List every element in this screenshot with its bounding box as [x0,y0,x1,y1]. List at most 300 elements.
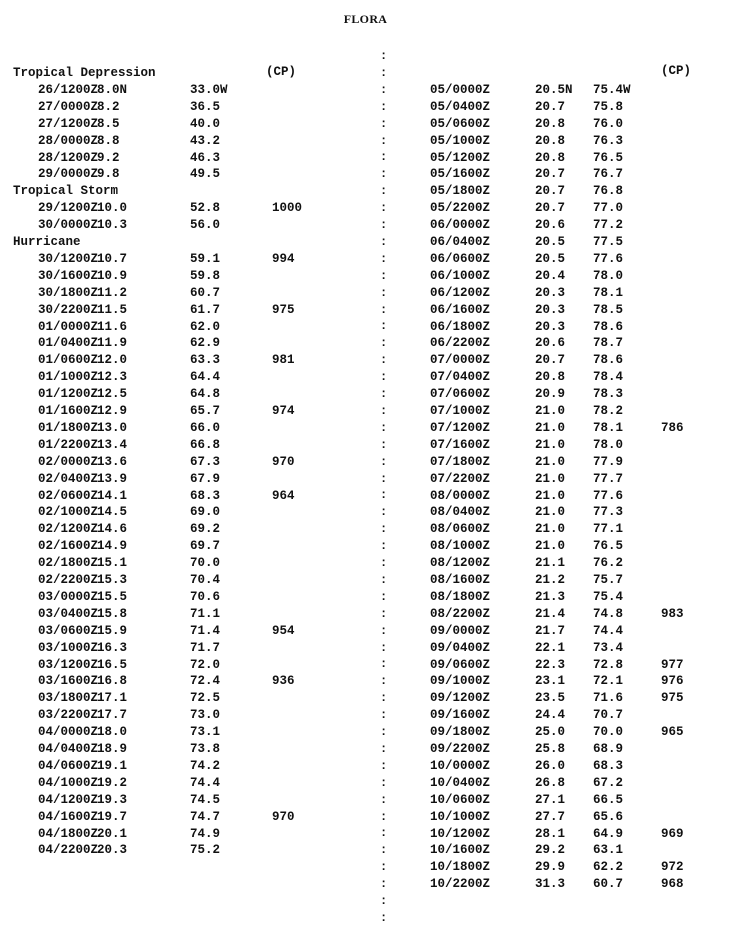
longitude-cell: 71.1 [190,606,221,621]
pressure-cell: 975 [272,302,295,317]
longitude-cell: 66.0 [190,420,221,435]
longitude-cell: 72.5 [190,691,221,706]
track-row [0,82,731,99]
pressure-cell: 972 [661,860,684,875]
separator-colon: : [380,674,388,689]
time-cell: 02/0600Z [38,488,99,503]
time-cell: 09/1000Z [430,674,491,689]
longitude-cell: 43.2 [190,133,221,148]
latitude-cell: 20.7 [535,353,566,368]
track-row [0,606,731,623]
latitude-cell: 22.1 [535,640,566,655]
latitude-cell: 20.5N [535,82,573,97]
track-row [0,572,731,589]
latitude-cell: 23.1 [535,674,566,689]
latitude-cell: 8.2 [97,99,120,114]
longitude-cell: 62.9 [190,336,221,351]
track-row [0,234,731,251]
track-row [0,640,731,657]
latitude-cell: 10.7 [97,251,128,266]
latitude-cell: 19.3 [97,792,128,807]
longitude-cell: 77.7 [593,471,624,486]
longitude-cell: 74.9 [190,826,221,841]
separator-colon: : [380,623,388,638]
time-cell: 06/0000Z [430,218,491,233]
separator-colon: : [380,809,388,824]
longitude-cell: 70.0 [190,556,221,571]
separator-colon: : [380,792,388,807]
track-row [0,420,731,437]
latitude-cell: 16.3 [97,640,128,655]
latitude-cell: 14.6 [97,522,128,537]
pressure-cell: 965 [661,725,684,740]
longitude-cell: 78.5 [593,302,624,317]
longitude-cell: 33.0W [190,82,228,97]
time-cell: 30/1600Z [38,268,99,283]
time-cell: 10/0000Z [430,758,491,773]
time-cell: 05/1200Z [430,150,491,165]
separator-colon: : [380,725,388,739]
time-cell: 03/0600Z [38,623,99,638]
latitude-cell: 20.7 [535,201,566,216]
longitude-cell: 76.8 [593,184,624,199]
longitude-cell: 56.0 [190,218,221,233]
longitude-cell: 77.0 [593,201,624,216]
latitude-cell: 12.0 [97,353,128,368]
time-cell: 07/1800Z [430,454,491,469]
longitude-cell: 76.5 [593,150,624,165]
time-cell: 07/0000Z [430,353,491,368]
separator-colon: : [380,251,388,266]
time-cell: 05/1600Z [430,167,491,182]
track-row [0,555,731,572]
longitude-cell: 74.7 [190,809,221,824]
time-cell: 30/2200Z [38,302,99,317]
latitude-cell: 15.1 [97,556,128,571]
separator-colon: : [380,758,388,773]
pressure-cell: 994 [272,251,295,266]
longitude-cell: 77.6 [593,488,624,503]
longitude-cell: 66.8 [190,437,221,452]
time-cell: 06/0400Z [430,235,491,249]
latitude-cell: 16.8 [97,674,128,689]
track-row [0,724,731,741]
separator-colon: : [380,556,388,570]
longitude-cell: 40.0 [190,116,221,131]
time-cell: 01/0600Z [38,353,99,368]
time-cell: 01/2200Z [38,437,99,452]
section-heading: Hurricane [13,235,81,249]
longitude-cell: 75.4W [593,82,631,97]
latitude-cell: 12.5 [97,387,128,402]
time-cell: 09/0400Z [430,640,491,655]
latitude-cell: 21.0 [535,505,566,520]
longitude-cell: 78.3 [593,387,624,402]
pressure-cell: 936 [272,674,295,689]
track-row [0,657,731,674]
latitude-cell: 21.1 [535,556,566,571]
time-cell: 29/0000Z [38,167,99,182]
longitude-cell: 68.9 [593,742,624,756]
longitude-cell: 66.5 [593,792,624,807]
pressure-cell: 968 [661,877,684,892]
longitude-cell: 73.4 [593,640,624,655]
track-row [0,826,731,843]
track-row [0,538,731,555]
separator-colon: : [380,877,388,892]
latitude-cell: 21.0 [535,437,566,452]
latitude-cell: 10.3 [97,218,128,233]
longitude-cell: 77.9 [593,454,624,469]
longitude-cell: 70.7 [593,708,624,723]
time-cell: 08/1800Z [430,589,491,604]
longitude-cell: 72.4 [190,674,221,689]
separator-colon: : [380,65,388,80]
longitude-cell: 62.0 [190,319,221,334]
separator-colon: : [380,691,388,706]
latitude-cell: 20.7 [535,167,566,182]
latitude-cell: 20.3 [97,843,128,858]
latitude-cell: 10.9 [97,268,128,283]
separator-colon: : [380,522,388,537]
track-row [0,792,731,809]
time-cell: 04/1800Z [38,826,99,841]
latitude-cell: 20.1 [97,826,128,841]
latitude-cell: 21.0 [535,522,566,537]
separator-colon: : [380,826,388,841]
longitude-cell: 74.2 [190,758,221,773]
longitude-cell: 36.5 [190,99,221,114]
latitude-cell: 15.3 [97,573,128,587]
time-cell: 29/1200Z [38,201,99,216]
time-cell: 05/1000Z [430,133,491,148]
longitude-cell: 74.4 [593,623,624,638]
track-row [0,454,731,471]
latitude-cell: 21.0 [535,539,566,554]
longitude-cell: 70.6 [190,589,221,604]
latitude-cell: 20.8 [535,116,566,131]
pressure-cell: 977 [661,657,684,672]
time-cell: 07/1600Z [430,437,491,452]
track-row [0,775,731,792]
longitude-cell: 78.0 [593,268,624,283]
latitude-cell: 10.0 [97,201,128,216]
latitude-cell: 20.8 [535,150,566,165]
latitude-cell: 19.1 [97,758,128,773]
separator-colon: : [380,218,388,232]
longitude-cell: 78.7 [593,336,624,351]
longitude-cell: 73.1 [190,725,221,740]
longitude-cell: 52.8 [190,201,221,216]
latitude-cell: 21.0 [535,404,566,418]
longitude-cell: 67.2 [593,775,624,790]
time-cell: 30/1800Z [38,285,99,300]
latitude-cell: 12.9 [97,404,128,418]
time-cell: 04/0000Z [38,725,99,740]
time-cell: 06/1600Z [430,302,491,317]
time-cell: 05/0600Z [430,116,491,131]
latitude-cell: 25.0 [535,725,566,740]
longitude-cell: 78.1 [593,285,624,300]
time-cell: 01/0000Z [38,319,99,334]
longitude-cell: 62.2 [593,860,624,875]
separator-colon: : [380,843,388,858]
longitude-cell: 76.2 [593,556,624,571]
separator-colon: : [380,234,388,249]
latitude-cell: 18.9 [97,742,128,756]
time-cell: 10/2200Z [430,877,491,892]
separator-colon: : [380,572,388,587]
longitude-cell: 78.6 [593,353,624,368]
time-cell: 30/0000Z [38,218,99,233]
time-cell: 05/0400Z [430,99,491,114]
latitude-cell: 8.0N [97,82,128,97]
longitude-cell: 74.5 [190,792,221,807]
separator-colon: : [380,894,388,908]
track-row [0,809,731,826]
longitude-cell: 76.7 [593,167,624,182]
separator-colon: : [380,133,388,148]
time-cell: 10/1800Z [430,860,491,875]
latitude-cell: 11.2 [97,285,128,300]
separator-colon: : [380,49,388,63]
latitude-cell: 15.8 [97,606,128,621]
latitude-cell: 13.4 [97,437,128,452]
longitude-cell: 69.7 [190,539,221,554]
separator-colon: : [380,640,388,655]
latitude-cell: 18.0 [97,725,128,740]
longitude-cell: 76.0 [593,116,624,131]
latitude-cell: 19.7 [97,809,128,824]
section-heading: Tropical Storm [13,184,119,199]
latitude-cell: 17.7 [97,708,128,723]
separator-colon: : [380,336,388,351]
latitude-cell: 21.0 [535,420,566,435]
pressure-cell: 786 [661,420,684,435]
track-row [0,319,731,336]
track-row [0,741,731,758]
longitude-cell: 63.3 [190,353,221,368]
latitude-cell: 14.5 [97,505,128,520]
longitude-cell: 72.0 [190,657,221,672]
track-row [0,437,731,454]
track-row [0,403,731,420]
track-row [0,690,731,707]
track-row [0,589,731,606]
track-row [0,842,731,859]
latitude-cell: 14.9 [97,539,128,554]
time-cell: 03/0400Z [38,606,99,621]
time-cell: 03/1000Z [38,640,99,655]
time-cell: 28/1200Z [38,150,99,165]
separator-colon: : [380,589,388,604]
track-row [0,285,731,302]
longitude-cell: 68.3 [593,758,624,773]
track-row [0,99,731,116]
separator-colon: : [380,319,388,334]
longitude-cell: 76.3 [593,133,624,148]
separator-colon: : [380,471,388,486]
latitude-cell: 20.3 [535,285,566,300]
track-row [0,200,731,217]
latitude-cell: 25.8 [535,742,566,756]
latitude-cell: 22.3 [535,657,566,672]
time-cell: 02/1000Z [38,505,99,520]
latitude-cell: 20.9 [535,387,566,402]
separator-colon: : [380,910,388,925]
time-cell: 02/0000Z [38,454,99,469]
latitude-cell: 13.9 [97,471,128,486]
latitude-cell: 23.5 [535,691,566,706]
longitude-cell: 60.7 [593,877,624,892]
track-row [0,217,731,234]
track-row [0,521,731,538]
longitude-cell: 70.4 [190,573,221,587]
separator-colon: : [380,775,388,790]
longitude-cell: 77.6 [593,251,624,266]
longitude-cell: 69.2 [190,522,221,537]
time-cell: 08/0400Z [430,505,491,520]
time-cell: 02/1800Z [38,556,99,571]
time-cell: 10/1600Z [430,843,491,858]
separator-colon: : [380,353,388,368]
time-cell: 01/1000Z [38,370,99,385]
longitude-cell: 77.2 [593,218,624,233]
longitude-cell: 78.0 [593,437,624,452]
latitude-cell: 20.8 [535,370,566,385]
separator-colon: : [380,860,388,875]
time-cell: 02/1600Z [38,539,99,554]
longitude-cell: 60.7 [190,285,221,300]
latitude-cell: 11.9 [97,336,128,351]
longitude-cell: 78.6 [593,319,624,334]
time-cell: 09/1200Z [430,691,491,706]
pressure-cell: 1000 [272,201,303,216]
separator-colon: : [380,370,388,385]
longitude-cell: 73.0 [190,708,221,723]
track-row [0,369,731,386]
latitude-cell: 20.6 [535,336,566,351]
latitude-cell: 16.5 [97,657,128,672]
separator-colon: : [380,420,388,435]
latitude-cell: 21.4 [535,606,566,621]
time-cell: 09/0000Z [430,623,491,638]
latitude-cell: 20.3 [535,319,566,334]
separator-colon: : [380,116,388,131]
time-cell: 07/0600Z [430,387,491,402]
latitude-cell: 31.3 [535,877,566,892]
separator-colon: : [380,505,388,520]
latitude-cell: 21.0 [535,488,566,503]
time-cell: 02/0400Z [38,471,99,486]
track-row [0,352,731,369]
time-cell: 27/1200Z [38,116,99,131]
latitude-cell: 13.6 [97,454,128,469]
time-cell: 08/0600Z [430,522,491,537]
latitude-cell: 8.8 [97,133,120,148]
pressure-cell: 981 [272,353,295,368]
longitude-cell: 61.7 [190,302,221,317]
time-cell: 04/2200Z [38,843,99,858]
time-cell: 04/1600Z [38,809,99,824]
latitude-cell: 11.5 [97,302,128,317]
time-cell: 02/1200Z [38,522,99,537]
longitude-cell: 46.3 [190,150,221,165]
track-row [0,386,731,403]
time-cell: 30/1200Z [38,251,99,266]
cp-header-right: (CP) [661,64,692,78]
separator-colon: : [380,82,388,97]
track-row [0,488,731,505]
time-cell: 04/1000Z [38,775,99,790]
separator-colon: : [380,285,388,300]
longitude-cell: 64.4 [190,370,221,385]
latitude-cell: 26.0 [535,758,566,773]
separator-colon: : [380,184,388,199]
longitude-cell: 59.8 [190,268,221,283]
longitude-cell: 77.1 [593,522,624,537]
time-cell: 01/0400Z [38,336,99,351]
latitude-cell: 26.8 [535,775,566,790]
time-cell: 03/0000Z [38,589,99,604]
time-cell: 01/1800Z [38,420,99,435]
longitude-cell: 78.1 [593,420,624,435]
latitude-cell: 11.6 [97,319,128,334]
track-row [0,183,731,200]
track-row [0,166,731,183]
latitude-cell: 21.0 [535,454,566,469]
longitude-cell: 64.8 [190,387,221,402]
separator-colon: : [380,741,388,756]
time-cell: 06/1200Z [430,285,491,300]
latitude-cell: 20.3 [535,302,566,317]
time-cell: 02/2200Z [38,573,99,587]
separator-colon: : [380,99,388,114]
track-row [0,471,731,488]
cp-header-left: (CP) [266,65,297,79]
time-cell: 28/0000Z [38,133,99,148]
track-row [0,251,731,268]
separator-colon: : [380,454,388,469]
longitude-cell: 71.6 [593,691,624,706]
longitude-cell: 72.8 [593,657,624,672]
separator-colon: : [380,539,388,554]
latitude-cell: 20.7 [535,99,566,114]
latitude-cell: 12.3 [97,370,128,385]
longitude-cell: 75.8 [593,99,624,114]
longitude-cell: 59.1 [190,251,221,266]
longitude-cell: 74.4 [190,775,221,790]
longitude-cell: 72.1 [593,674,624,689]
separator-colon: : [380,708,388,723]
time-cell: 05/2200Z [430,201,491,216]
latitude-cell: 20.4 [535,268,566,283]
time-cell: 07/2200Z [430,471,491,486]
latitude-cell: 29.2 [535,843,566,858]
time-cell: 07/1200Z [430,420,491,435]
longitude-cell: 67.3 [190,454,221,469]
time-cell: 08/1600Z [430,573,491,587]
latitude-cell: 21.7 [535,623,566,638]
separator-colon: : [380,437,388,452]
pressure-cell: 964 [272,488,295,503]
longitude-cell: 75.2 [190,843,221,858]
time-cell: 10/1200Z [430,826,491,841]
time-cell: 06/0600Z [430,251,491,266]
time-cell: 03/2200Z [38,708,99,723]
time-cell: 04/0600Z [38,758,99,773]
track-row [0,673,731,690]
